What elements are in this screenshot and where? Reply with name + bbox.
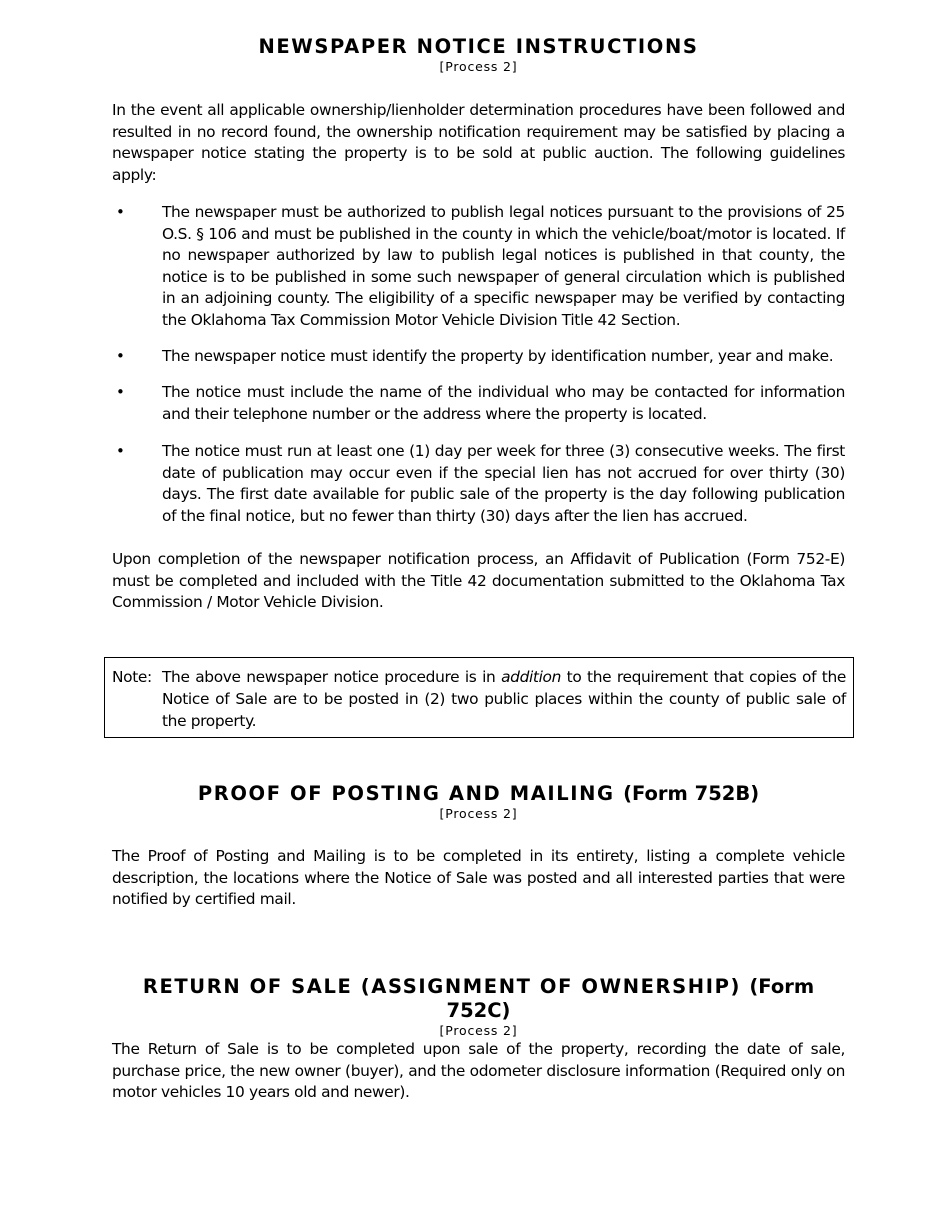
proof-body-block	[112, 846, 845, 911]
bullet-icon: •	[116, 442, 125, 460]
process-label: [Process 2]	[439, 1023, 518, 1038]
page-title: NEWSPAPER NOTICE INSTRUCTIONS	[258, 35, 699, 58]
guideline-text: The newspaper notice must identify the property by identification number, year and make.	[162, 347, 834, 365]
return-form-number: (Form 752C)	[446, 975, 815, 1022]
note-text	[162, 666, 846, 732]
return-paragraph: The Return of Sale is to be completed upon sale of the property, recording the date of sale, purchase price, the new owner (buyer), and the odometer disclosure information (Required only on motor vehicles 10 years old and newer).	[112, 1040, 845, 1101]
bullet-icon: •	[116, 203, 125, 221]
bullet-icon: •	[116, 383, 125, 401]
proof-form-number: (Form 752B)	[623, 782, 760, 805]
proof-paragraph: The Proof of Posting and Mailing is to be completed in its entirety, listing a complete vehicle description, the locations where the Notice of Sale was posted and all interested parties that were notified by certified mail.	[112, 847, 845, 908]
note-box	[104, 657, 854, 738]
return-section-header	[112, 975, 845, 1039]
bullet-list-block	[112, 346, 845, 368]
note-text-end: to the requirement that copies of the Notice of Sale are to be posted in (2) two public places within the county of public sale of the property.	[162, 668, 846, 730]
return-title-text: RETURN OF SALE (ASSIGNMENT OF OWNERSHIP)	[142, 975, 741, 998]
return-body-block	[112, 1039, 845, 1104]
guideline-text: The notice must run at least one (1) day per week for three (3) consecutive weeks. The first date of publication may occur even if the special lien has not accrued for over thirty (30) days. The first date available for public sale of the property is the day following publication of the final notice, but no fewer than thirty (30) days after the lien has accrued.	[162, 442, 845, 525]
bullet-list-block	[112, 202, 845, 331]
note-label: Note:	[112, 668, 152, 686]
guideline-item	[112, 346, 845, 368]
guideline-item	[112, 202, 845, 331]
proof-title-text: PROOF OF POSTING AND MAILING	[197, 782, 615, 805]
process-label: [Process 2]	[439, 806, 518, 821]
bullet-icon: •	[116, 347, 125, 365]
guideline-text: The newspaper must be authorized to publish legal notices pursuant to the provisions of 25 O.S. § 106 and must be published in the county in which the vehicle/boat/motor is located. If no newspaper authorized by law to publish legal notices is published in that county, the notice is to be published in some such newspaper of general circulation which is published in an adjoining county. The eligibility of a specific newspaper may be verified by contacting the Oklahoma Tax Commission Motor Vehicle Division Title 42 Section.	[162, 203, 845, 329]
guideline-item	[112, 441, 845, 527]
newspaper-section-header	[112, 35, 845, 75]
guideline-text: The notice must include the name of the individual who may be contacted for information and their telephone number or the address where the property is located.	[162, 383, 845, 423]
newspaper-closing-block	[112, 549, 845, 614]
return-title	[112, 975, 845, 1023]
note-emphasis: addition	[501, 668, 561, 686]
note-text-start: The above newspaper notice procedure is in	[162, 668, 502, 686]
guideline-item	[112, 382, 845, 425]
guideline-list	[112, 441, 845, 527]
process-label: [Process 2]	[439, 59, 518, 74]
guideline-list	[112, 346, 845, 368]
bullet-list-block	[112, 382, 845, 425]
newspaper-intro-block	[112, 100, 845, 186]
proof-title	[112, 782, 845, 806]
guideline-list	[112, 382, 845, 425]
guideline-list	[112, 202, 845, 331]
newspaper-intro-paragraph: In the event all applicable ownership/lienholder determination procedures have been followed and resulted in no record found, the ownership notification requirement may be satisfied by placing a newspaper notice stating the property is to be sold at public auction. The following guidelines apply:	[112, 101, 845, 184]
bullet-list-block	[112, 441, 845, 527]
proof-section-header	[112, 782, 845, 822]
newspaper-closing-paragraph: Upon completion of the newspaper notification process, an Affidavit of Publication (Form 752-E) must be completed and included with the Title 42 documentation submitted to the Oklahoma Tax Commission / Motor Vehicle Division.	[112, 550, 845, 611]
